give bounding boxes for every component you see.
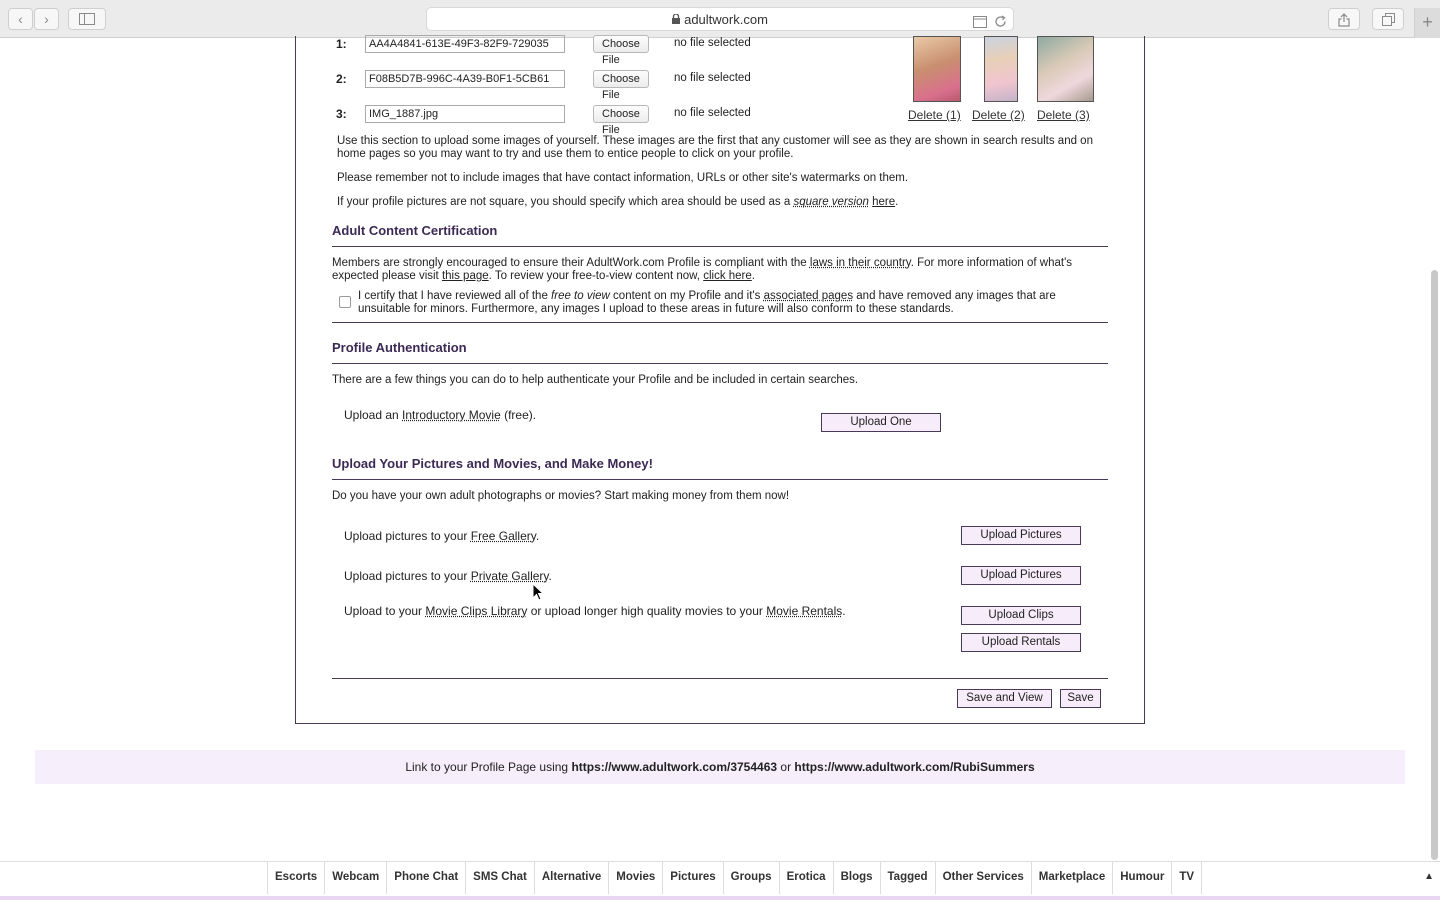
delete-image-1-link[interactable]: Delete (1)	[908, 108, 961, 122]
movie-rentals-link[interactable]: Movie Rentals	[766, 604, 843, 618]
private-gallery-link[interactable]: Private Gallery	[470, 569, 549, 583]
nav-item-escorts[interactable]: Escorts	[268, 862, 325, 894]
profile-thumbnail-3[interactable]	[1037, 36, 1094, 102]
upload-rentals-button[interactable]: Upload Rentals	[961, 633, 1081, 652]
upload-number: 2:	[336, 72, 347, 86]
profile-thumbnail-2[interactable]	[984, 36, 1018, 102]
nav-item-sms-chat[interactable]: SMS Chat	[466, 862, 535, 894]
nav-item-humour[interactable]: Humour	[1113, 862, 1172, 894]
nav-item-marketplace[interactable]: Marketplace	[1032, 862, 1113, 894]
square-here-link[interactable]: here	[872, 196, 896, 208]
movies-text-2: or upload longer high quality movies to your	[527, 604, 767, 618]
file-status: no file selected	[674, 37, 751, 49]
nav-item-tagged[interactable]: Tagged	[881, 862, 936, 894]
private-gallery-label	[344, 569, 552, 583]
new-tab-button[interactable]	[1414, 8, 1440, 38]
back-button[interactable]	[8, 8, 33, 30]
image-filename-field[interactable]: AA4A4841-613E-49F3-82F9-729035	[365, 35, 565, 53]
choose-file-button[interactable]: Choose File	[593, 35, 649, 53]
free-gallery-label	[344, 529, 539, 543]
file-status: no file selected	[674, 107, 751, 119]
cert-text-2: . For more information of what's expected please visit	[332, 257, 1073, 282]
image-filename-field[interactable]: F08B5D7B-996C-4A39-B0F1-5CB61	[365, 70, 565, 88]
certification-title: Adult Content Certification	[332, 223, 498, 238]
image-filename-field[interactable]: IMG_1887.jpg	[365, 105, 565, 123]
upload-clips-button[interactable]: Upload Clips	[961, 606, 1081, 625]
certify-label	[358, 290, 1098, 316]
scroll-top-icon[interactable]: ▲	[1424, 871, 1434, 882]
upload-one-button[interactable]: Upload One	[821, 413, 941, 432]
cert-text-3: . To review your free-to-view content now,	[488, 270, 704, 282]
profile-link-or: or	[777, 760, 795, 774]
profile-thumbnail-1[interactable]	[913, 36, 961, 102]
tabs-overview-button[interactable]	[1372, 8, 1404, 30]
divider	[332, 322, 1108, 323]
delete-image-2-link[interactable]: Delete (2)	[972, 108, 1025, 122]
nav-item-phone-chat[interactable]: Phone Chat	[387, 862, 466, 894]
private-gallery-end: .	[548, 569, 552, 583]
nav-item-blogs[interactable]: Blogs	[834, 862, 881, 894]
save-button[interactable]: Save	[1060, 689, 1101, 708]
plus-icon: +	[1422, 12, 1433, 32]
images-help-text: Use this section to upload some images of yourself. These images are the first that any customer will see as they are shown in search results and on home pages so you may want to try and use them to entice people to click on your profile.	[337, 135, 1093, 160]
choose-file-button[interactable]: Choose File	[593, 70, 649, 88]
certify-text-2: content on my Profile and it's	[609, 290, 764, 302]
authentication-intro: There are a few things you can do to help authenticate your Profile and be included in certain searches.	[332, 374, 859, 386]
sidebar-icon	[79, 13, 95, 25]
intro-movie-text: Upload an	[344, 408, 403, 422]
tabs-icon	[1382, 13, 1395, 26]
file-status: no file selected	[674, 72, 751, 84]
nav-item-alternative[interactable]: Alternative	[535, 862, 609, 894]
this-page-link[interactable]: this page	[441, 270, 489, 282]
page-scrollbar[interactable]	[1431, 270, 1438, 860]
upload-free-pictures-button[interactable]: Upload Pictures	[961, 526, 1081, 545]
nav-item-tv[interactable]: TV	[1172, 862, 1202, 894]
mouse-cursor-icon	[532, 583, 544, 604]
delete-image-3-link[interactable]: Delete (3)	[1037, 108, 1090, 122]
cert-text-1: Members are strongly encouraged to ensure their AdultWork.com Profile is compliant with the	[332, 257, 810, 269]
back-icon: ‹	[18, 11, 23, 27]
nav-item-erotica[interactable]: Erotica	[780, 862, 834, 894]
make-money-title: Upload Your Pictures and Movies, and Make Money!	[332, 456, 653, 471]
share-icon	[1338, 13, 1350, 27]
save-and-view-button[interactable]: Save and View	[957, 689, 1052, 708]
reader-icon[interactable]	[973, 12, 987, 28]
introductory-movie-link[interactable]: Introductory Movie	[402, 408, 501, 422]
free-gallery-link[interactable]: Free Gallery	[470, 529, 536, 543]
upload-number: 3:	[336, 107, 347, 121]
address-bar[interactable]	[426, 7, 1014, 31]
lock-icon	[672, 10, 680, 33]
choose-file-button[interactable]: Choose File	[593, 105, 649, 123]
movie-clips-library-link[interactable]: Movie Clips Library	[425, 604, 528, 618]
divider	[332, 363, 1108, 364]
authentication-title: Profile Authentication	[332, 340, 467, 355]
nav-item-pictures[interactable]: Pictures	[663, 862, 723, 894]
certify-text-3: and have removed any images that are unsuitable for minors. Furthermore, any images I upload to these areas in future will also conform to these standards.	[358, 290, 1056, 315]
nav-item-groups[interactable]: Groups	[724, 862, 780, 894]
click-here-link[interactable]: click here	[703, 270, 752, 282]
laws-link[interactable]: laws in their country	[809, 257, 911, 269]
divider	[332, 678, 1108, 679]
profile-link-banner	[35, 750, 1405, 784]
profile-id-url[interactable]: https://www.adultwork.com/3754463	[571, 760, 778, 774]
share-button[interactable]	[1328, 8, 1360, 30]
sidebar-toggle-button[interactable]	[68, 8, 106, 30]
divider	[332, 479, 1108, 480]
intro-movie-free: (free).	[500, 408, 537, 422]
profile-link-text: Link to your Profile Page using	[405, 760, 572, 774]
private-gallery-text: Upload pictures to your	[344, 569, 471, 583]
certify-text-1: I certify that I have reviewed all of the	[358, 290, 552, 302]
square-version-note	[337, 196, 1097, 209]
bottom-nav-list	[267, 862, 1202, 894]
upload-private-pictures-button[interactable]: Upload Pictures	[961, 566, 1081, 585]
certify-italic: free to view	[551, 290, 610, 302]
watermark-warning: Please remember not to include images that have contact information, URLs or other site's watermarks on them.	[337, 172, 909, 184]
nav-item-movies[interactable]: Movies	[609, 862, 663, 894]
intro-movie-label	[344, 408, 536, 422]
divider	[332, 246, 1108, 247]
square-note-text: If your profile pictures are not square, you should specify which area should be used as a	[337, 196, 794, 208]
movies-text-1: Upload to your	[344, 604, 426, 618]
forward-button[interactable]	[34, 8, 59, 30]
square-version-link[interactable]: square version	[793, 196, 869, 208]
reload-icon[interactable]	[994, 12, 1007, 28]
profile-edit-panel	[295, 36, 1145, 724]
nav-item-other-services[interactable]: Other Services	[936, 862, 1032, 894]
profile-name-url[interactable]: https://www.adultwork.com/RubiSummers	[794, 760, 1035, 774]
free-gallery-text: Upload pictures to your	[344, 529, 471, 543]
browser-toolbar	[0, 0, 1440, 38]
movies-label	[344, 604, 846, 618]
page-content	[0, 38, 1440, 900]
make-money-intro: Do you have your own adult photographs or movies? Start making money from them now!	[332, 490, 790, 502]
certify-checkbox[interactable]	[339, 296, 351, 308]
certification-text	[332, 257, 1108, 283]
url-text: adultwork.com	[684, 12, 768, 27]
bottom-nav-bar	[0, 861, 1440, 900]
footer-accent-bar	[0, 896, 1440, 900]
square-note-end: .	[895, 196, 899, 208]
free-gallery-end: .	[535, 529, 540, 543]
upload-number: 1:	[336, 37, 347, 51]
forward-icon: ›	[44, 11, 49, 27]
associated-pages-link[interactable]: associated pages	[763, 290, 854, 302]
nav-item-webcam[interactable]: Webcam	[325, 862, 387, 894]
movies-end: .	[842, 604, 846, 618]
cert-text-4: .	[751, 270, 755, 282]
